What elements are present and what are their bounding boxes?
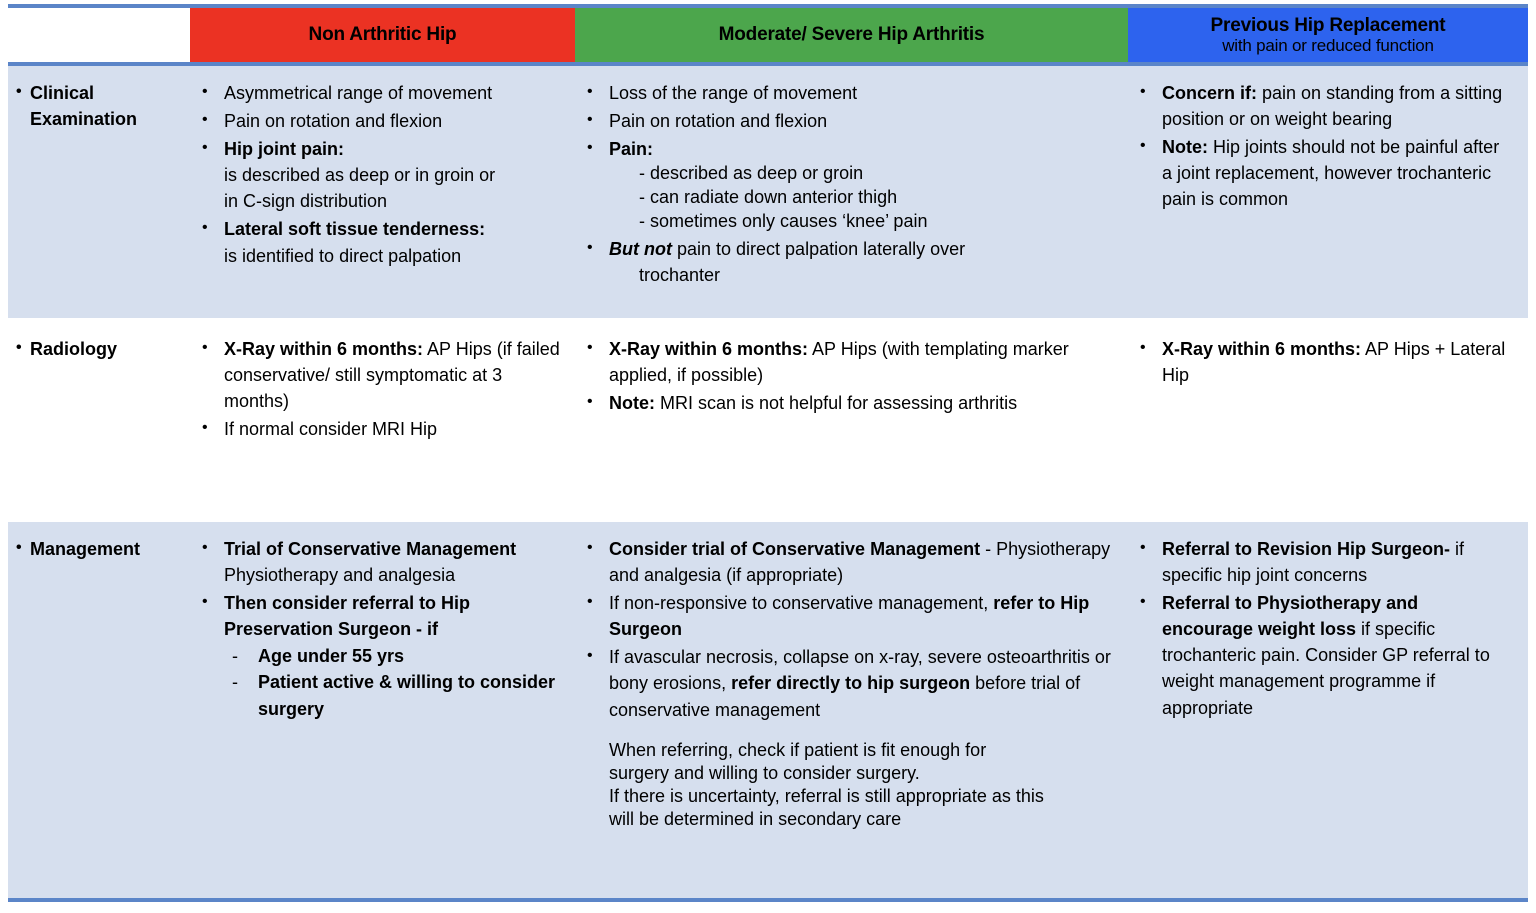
bottom-rule [8, 898, 1528, 902]
note-line: surgery and willing to consider surgery. [609, 762, 920, 783]
list-item-rest: AP Hips (if failed conservative/ still symptomatic at 3 months) [224, 339, 560, 412]
list-item-lead: X-Ray within 6 months: [1162, 339, 1362, 359]
header-col1-title: Non Arthritic Hip [308, 24, 457, 46]
sub-list-item: - Age under 55 yrs [224, 643, 567, 669]
list-item-rest: pain to direct palpation laterally over [671, 238, 966, 259]
sub-line: - sometimes only causes ‘knee’ pain [639, 210, 928, 231]
cell-radiology-col3 [1128, 322, 1528, 482]
note-line: If there is uncertainty, referral is still appropriate as this [609, 785, 1044, 806]
list-item-lead: X-Ray within 6 months: [224, 339, 424, 359]
list-item-line: is identified to direct palpation [224, 245, 462, 266]
cell-management-col1 [190, 522, 575, 898]
list-item-pre: If avascular necrosis, collapse on x-ray, severe osteoarthritis or bony erosions, [609, 647, 1111, 694]
list-item: • Pain on rotation and flexion [190, 108, 567, 134]
list-item-lead: Hip joint pain: [224, 139, 344, 160]
list-item [1128, 536, 1514, 588]
management-referral-note [575, 739, 1118, 831]
row-label-radiology [8, 322, 190, 482]
list-item-line: trochanter [639, 264, 721, 285]
list-item-post: before trial of conservative management [609, 673, 1081, 720]
cell-radiology-col1 [190, 322, 575, 482]
list-item-rest: pain on standing from a sitting position or on weight bearing [1162, 83, 1503, 130]
note-line: will be determined in secondary care [609, 808, 902, 829]
list-item-rest: Hip joints should not be painful after a joint replacement, however trochanteric pain is common [1162, 137, 1500, 210]
list-item-lead: Lateral soft tissue tenderness: [224, 219, 486, 240]
header-col-non-arthritic-hip [190, 8, 575, 62]
header-col-moderate-severe-arthritis [575, 8, 1128, 62]
list-item-lead: Then consider referral to Hip Preservation Surgeon - if [224, 593, 471, 640]
list-item-lead: Concern if: [1162, 83, 1258, 103]
list-item [575, 590, 1118, 642]
row-label-management [8, 522, 190, 898]
note-line: When referring, check if patient is fit enough for [609, 739, 987, 760]
list-item-lead: Referral to Physiotherapy and encourage weight loss [1162, 593, 1419, 640]
list-item [575, 536, 1118, 588]
row-label-line1: Management [30, 539, 141, 559]
list-item-rest: AP Hips (with templating marker applied, if possible) [609, 339, 1069, 386]
row-bullet-icon: • [16, 539, 22, 556]
sub-list-item: - Patient active & willing to consider surgery [224, 669, 567, 721]
cell-clinical-col1 [190, 66, 575, 318]
list-item-lead: Note: [609, 393, 655, 414]
list-item [575, 136, 1118, 233]
list-item [190, 590, 567, 721]
list-item-emphasis: refer directly to hip surgeon [731, 673, 971, 694]
header-col3-title: Previous Hip Replacement [1210, 14, 1446, 36]
header-blank-cell [8, 8, 190, 62]
table-row-clinical-examination [8, 66, 1528, 318]
table-row-radiology [8, 322, 1528, 482]
cell-management-col3 [1128, 522, 1528, 898]
list-item [190, 536, 567, 588]
list-item [575, 390, 1118, 416]
row-bullet-icon: • [16, 83, 22, 100]
list-item-rest: MRI scan is not helpful for assessing arthritis [655, 393, 1018, 414]
header-col3-subtitle: with pain or reduced function [1222, 36, 1434, 56]
list-item-lead: But not [609, 238, 672, 259]
sub-line: - described as deep or groin [639, 163, 864, 184]
list-item-rest: AP Hips + Lateral Hip [1162, 339, 1506, 386]
row-label-line1: Radiology [30, 339, 118, 359]
sub-line: - can radiate down anterior thigh [639, 187, 898, 208]
list-item-lead: Pain: [609, 139, 654, 160]
list-item-line: is described as deep or in groin or [224, 165, 496, 186]
cell-management-col2 [575, 522, 1128, 898]
list-item [575, 336, 1118, 388]
row-bullet-icon: • [16, 339, 22, 356]
list-item [575, 236, 1118, 288]
list-item-lead: Referral to Revision Hip Surgeon- [1162, 539, 1451, 559]
list-item: • If normal consider MRI Hip [190, 416, 567, 442]
list-item: • Asymmetrical range of movement [190, 80, 567, 106]
list-item-rest: Physiotherapy and analgesia [224, 565, 456, 586]
row-label-line1: Clinical [30, 83, 95, 103]
list-item-pre: If non-responsive to conservative management, [609, 593, 994, 614]
list-item-lead: Consider trial of Conservative Management [609, 539, 981, 559]
list-item: • Loss of the range of movement [575, 80, 1118, 106]
cell-radiology-col2 [575, 322, 1128, 482]
list-item-rest: - Physiotherapy and analgesia (if appropriate) [609, 539, 1111, 586]
list-item-lead: Note: [1162, 137, 1208, 158]
header-col-previous-hip-replacement [1128, 8, 1528, 62]
list-item-rest: if specific hip joint concerns [1162, 539, 1465, 586]
list-item [1128, 134, 1514, 212]
list-item-lead: Trial of Conservative Management [224, 539, 517, 559]
header-col2-title: Moderate/ Severe Hip Arthritis [718, 24, 985, 46]
list-item [1128, 336, 1514, 388]
list-item: • Pain on rotation and flexion [575, 108, 1118, 134]
list-item [190, 136, 567, 214]
list-item [190, 216, 567, 268]
list-item [190, 336, 567, 414]
list-item-lead: X-Ray within 6 months: [609, 339, 809, 359]
row-label-clinical-examination [8, 66, 190, 318]
table-row-management [8, 522, 1528, 898]
list-item [1128, 80, 1514, 132]
list-item [1128, 590, 1514, 720]
cell-clinical-col2 [575, 66, 1128, 318]
list-item-rest: if specific trochanteric pain. Consider GP referral to weight management programme if appropriate [1162, 619, 1490, 718]
list-item-emphasis: refer to Hip Surgeon [609, 593, 1090, 640]
row-label-line2: Examination [30, 109, 138, 130]
list-item-line: in C-sign distribution [224, 191, 388, 212]
cell-clinical-col3 [1128, 66, 1528, 318]
table-header-row [8, 8, 1528, 62]
list-item [575, 644, 1118, 722]
